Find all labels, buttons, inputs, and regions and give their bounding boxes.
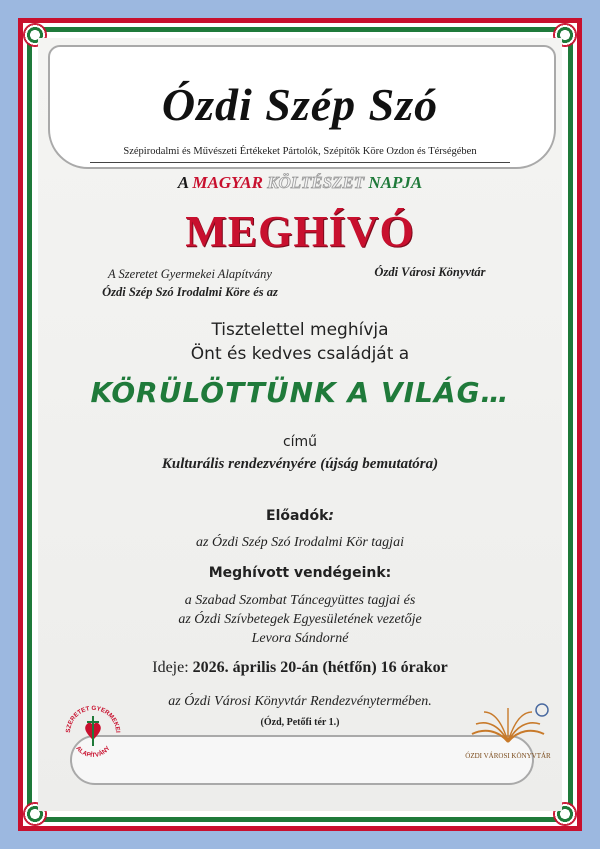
occasion-magyar: MAGYAR — [192, 173, 263, 192]
logo-left-text-top: SZERETET GYERMEKEI — [64, 704, 122, 734]
foundation-logo-icon — [62, 700, 124, 762]
organizer-library: Ózdi Városi Könyvtár — [374, 265, 486, 279]
greeting-line-1: Tisztelettel meghívja — [211, 320, 389, 340]
occasion-line — [0, 173, 600, 193]
organizer-literary-circle: Ózdi Szép Szó Irodalmi Köre és az — [102, 285, 278, 299]
date-value: 2026. április 20-án (hétfőn) 16 órakor — [192, 659, 448, 676]
organizers-left — [70, 265, 310, 301]
event-date — [0, 659, 600, 677]
event-description: Kulturális rendezvényére (újság bemutatóra) — [161, 456, 439, 472]
library-logo-icon — [462, 700, 554, 764]
page-title: Ózdi Szép Szó — [161, 79, 439, 130]
event-title-suffix: című — [282, 434, 318, 450]
performers-heading — [0, 508, 600, 524]
greeting-line-2: Önt és kedves családját a — [190, 344, 410, 364]
event-title: KÖRÜLÖTTÜNK A VILÁG… — [90, 376, 510, 409]
event-venue: az Ózdi Városi Könyvtár Rendezvénytermében. — [168, 694, 432, 709]
occasion-napja: NAPJA — [368, 173, 423, 192]
guest-line-2: az Ózdi Szívbetegek Egyesületének vezetője — [178, 612, 422, 627]
occasion-kolteszet: KÖLTÉSZET — [267, 173, 365, 192]
performers-heading-colon: : — [328, 508, 334, 524]
guests-heading: Meghívott vendégeink: — [208, 565, 392, 581]
occasion-article: A — [177, 173, 189, 192]
logo-left-text-bottom: ALAPÍTVÁNY — [74, 744, 112, 760]
guest-line-1: a Szabad Szombat Táncegyüttes tagjai és — [184, 593, 416, 608]
svg-text:ALAPÍTVÁNY — [74, 744, 112, 759]
performers-heading-text: Előadók — [266, 508, 329, 524]
performers-text: az Ózdi Szép Szó Irodalmi Kör tagjai — [196, 535, 404, 550]
organizer-foundation: A Szeretet Gyermekei Alapítvány — [108, 267, 272, 281]
divider — [90, 162, 510, 163]
page-subtitle: Szépirodalmi és Művészeti Értékeket Pártolók, Szépítők Köre Ozdon és Térségében — [123, 146, 477, 157]
date-label: Ideje: — [152, 659, 193, 676]
guest-line-3: Levora Sándorné — [251, 631, 349, 646]
invitation-heading: MEGHÍVÓ — [185, 207, 415, 256]
event-address: (Ózd, Petőfi tér 1.) — [260, 717, 340, 728]
logo-right-text: ÓZDI VÁROSI KÖNYVTÁR — [465, 752, 551, 760]
